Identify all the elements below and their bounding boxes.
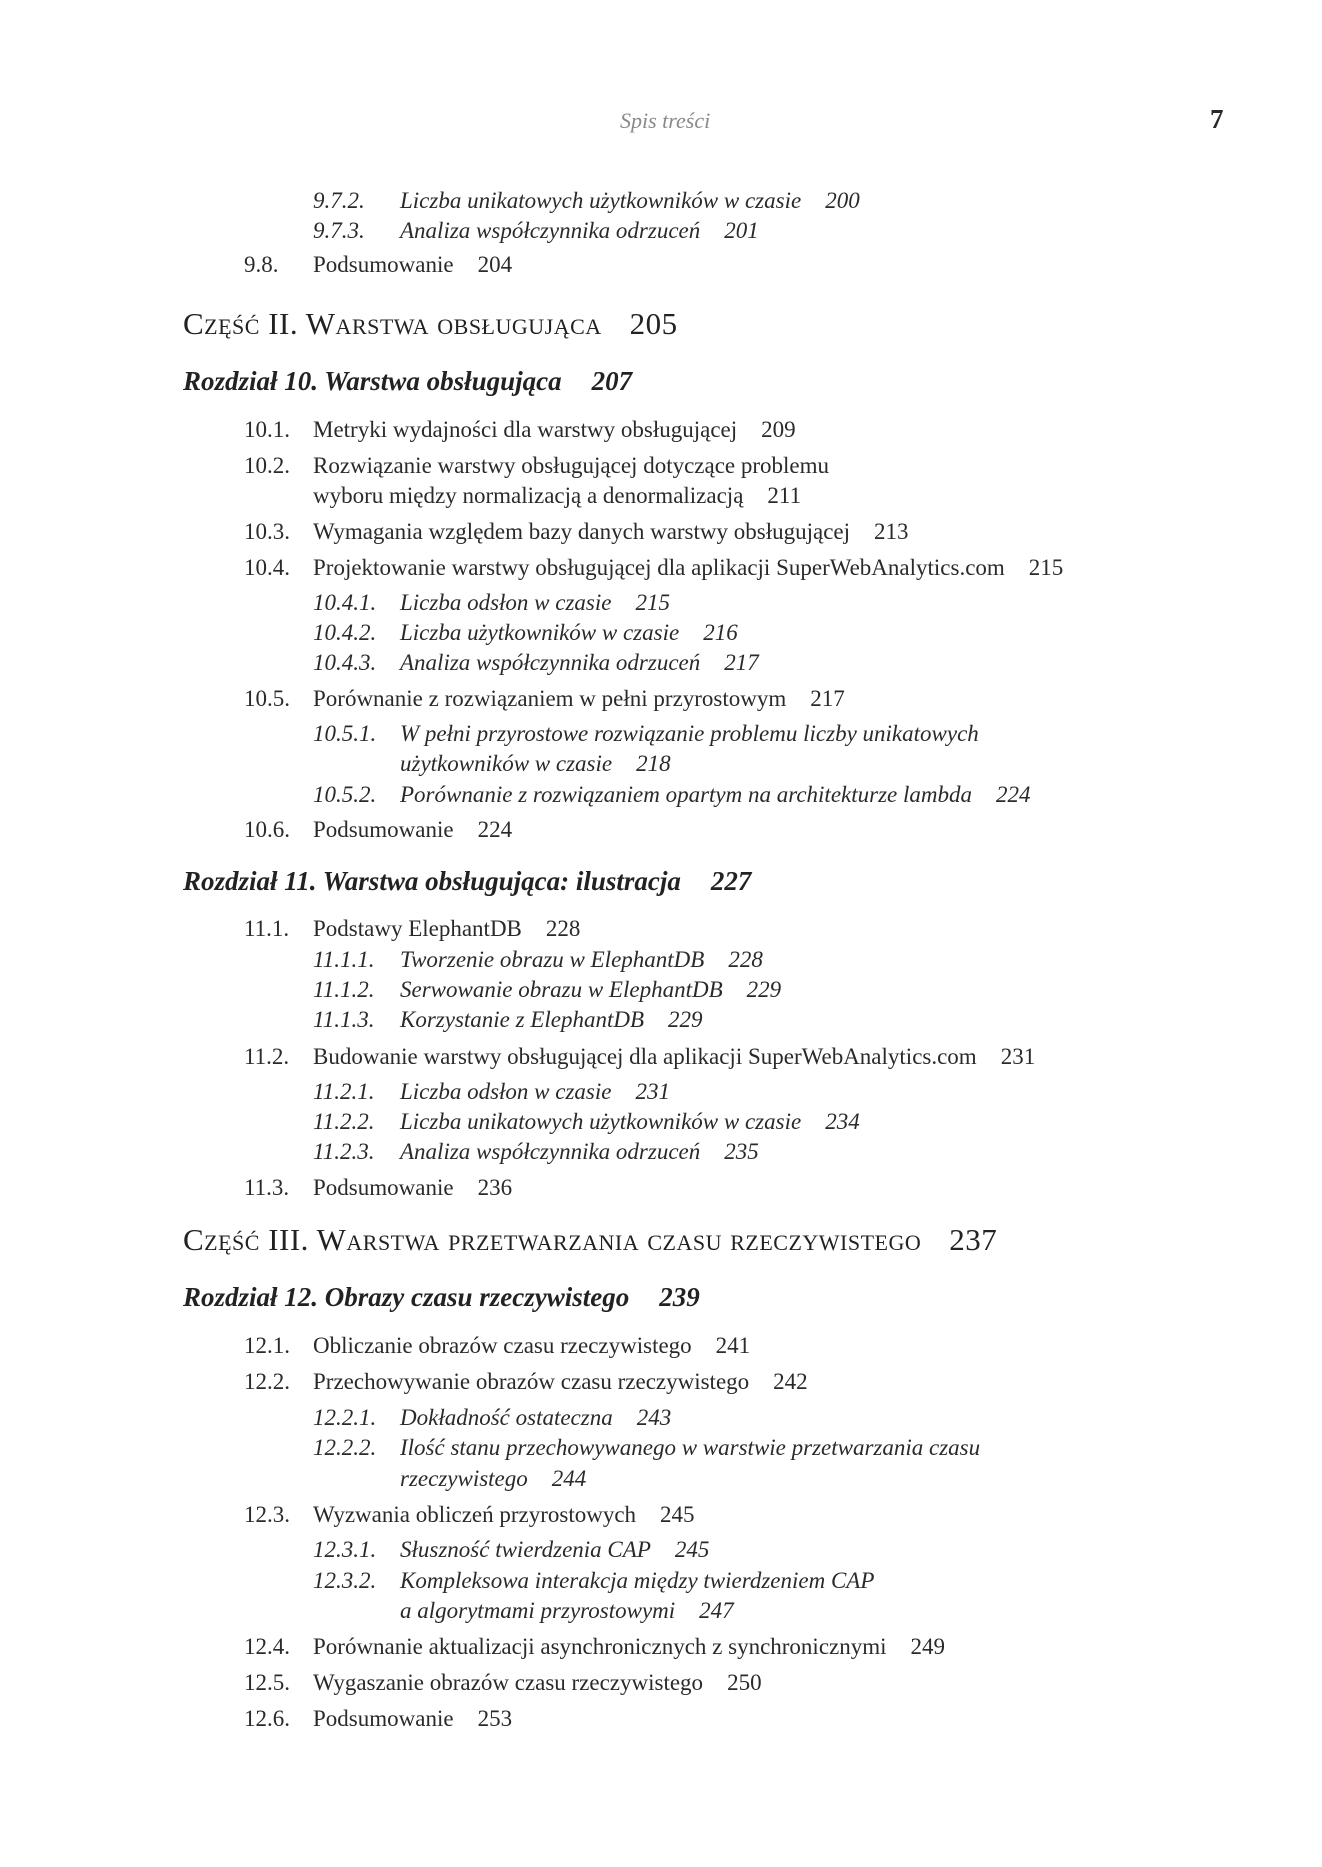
- toc-entry-title: Kompleksowa interakcja między twierdzeniem CAP: [400, 1568, 875, 1593]
- toc-entry-number: 10.1.: [244, 417, 290, 442]
- toc-part-heading: [183, 306, 678, 341]
- toc-entry-continuation: [313, 749, 1282, 779]
- toc-entry-number: 10.5.: [244, 686, 290, 711]
- toc-page-ref: 236: [477, 1175, 513, 1200]
- toc-page-ref: 235: [724, 1139, 759, 1164]
- toc-heading-title: Część III. Warstwa przetwarzania czasu rzeczywistego: [183, 1222, 922, 1257]
- toc-page-ref: 239: [659, 1282, 700, 1312]
- toc-entry-title: Liczba odsłon w czasie: [400, 590, 612, 615]
- toc-entry-number: 12.2.1.: [313, 1405, 377, 1430]
- toc-heading-title: Rozdział 11. Warstwa obsługująca: ilustracja: [183, 866, 681, 896]
- toc-section-entry: [244, 684, 1282, 714]
- toc-page-ref: 245: [660, 1502, 695, 1527]
- toc-entry-title: a algorytmami przyrostowymi: [400, 1598, 676, 1623]
- toc-page-ref: 229: [668, 1007, 703, 1032]
- toc-subsection-entry: [313, 1403, 1282, 1433]
- toc-entry-title: Analiza współczynnika odrzuceń: [400, 218, 701, 243]
- toc-page-ref: 249: [910, 1634, 946, 1659]
- toc-entry-number: 10.3.: [244, 519, 290, 544]
- toc-entry-title: Rozwiązanie warstwy obsługującej dotyczące problemu: [313, 453, 830, 478]
- toc-page-ref: 218: [636, 751, 671, 776]
- toc-heading-title: Rozdział 12. Obrazy czasu rzeczywistego: [183, 1282, 630, 1312]
- toc-entry-title: Obliczanie obrazów czasu rzeczywistego: [313, 1333, 692, 1358]
- toc-page-ref: 253: [477, 1706, 513, 1731]
- toc-section-entry: [244, 1500, 1282, 1530]
- toc-entry-title: Liczba unikatowych użytkowników w czasie: [400, 1109, 802, 1134]
- toc-subsection-entry: [313, 618, 1282, 648]
- toc-page-ref: 231: [635, 1079, 670, 1104]
- toc-page-ref: 244: [551, 1466, 587, 1491]
- toc-entry-number: 11.1.2.: [313, 977, 375, 1002]
- toc-entry-title: Projektowanie warstwy obsługującej dla aplikacji SuperWebAnalytics.com: [313, 555, 1005, 580]
- toc-entry-number: 10.4.3.: [313, 650, 377, 675]
- toc-entry-title: Podsumowanie: [313, 817, 454, 842]
- toc-subsection-entry: [313, 1005, 1282, 1035]
- toc-page-ref: 201: [724, 218, 759, 243]
- toc-entry-continuation: [244, 481, 1282, 511]
- toc-entry-title: Podstawy ElephantDB: [313, 916, 522, 941]
- toc-section-entry: [244, 1632, 1282, 1662]
- toc-entry-title: Wymagania względem bazy danych warstwy obsługującej: [313, 519, 851, 544]
- toc-entry-number: 10.4.: [244, 555, 290, 580]
- toc-entry-title: Analiza współczynnika odrzuceń: [400, 650, 701, 675]
- toc-entry-title: rzeczywistego: [400, 1466, 528, 1491]
- toc-entry-title: Analiza współczynnika odrzuceń: [400, 1139, 701, 1164]
- toc-entry-number: 11.1.3.: [313, 1007, 375, 1032]
- toc-page-ref: 247: [699, 1598, 734, 1623]
- toc-entry-number: 11.2.2.: [313, 1109, 375, 1134]
- toc-subsection-entry: [313, 1077, 1282, 1107]
- toc-section-entry: [244, 1331, 1282, 1361]
- toc-subsection-entry: [313, 1137, 1282, 1167]
- toc-chapter-heading: [183, 366, 632, 396]
- toc-page-ref: 231: [1000, 1044, 1036, 1069]
- toc-page-ref: 224: [477, 817, 513, 842]
- toc-page-ref: 211: [767, 483, 802, 508]
- toc-entry-title: Porównanie z rozwiązaniem opartym na architekturze lambda: [400, 782, 972, 807]
- toc-entry-number: 10.4.1.: [313, 590, 377, 615]
- toc-entry-number: 12.6.: [244, 1706, 290, 1731]
- toc-page-ref: 213: [874, 519, 909, 544]
- toc-section-entry: [244, 1668, 1282, 1698]
- toc-entry-number: 9.7.3.: [313, 218, 365, 243]
- toc-part-heading: [183, 1222, 998, 1257]
- toc-page-ref: 224: [996, 782, 1031, 807]
- toc-page-ref: 242: [773, 1369, 808, 1394]
- toc-entry-number: 12.2.: [244, 1369, 290, 1394]
- toc-entry-number: 10.5.1.: [313, 721, 377, 746]
- toc-entry-title: Przechowywanie obrazów czasu rzeczywistego: [313, 1369, 750, 1394]
- toc-section-entry: [244, 1367, 1282, 1397]
- toc-subsection-entry: [313, 216, 1282, 246]
- toc-section-entry: [244, 914, 1282, 944]
- toc-subsection-entry: [313, 1107, 1282, 1137]
- toc-page-ref: 200: [825, 188, 860, 213]
- toc-entry-title: Liczba odsłon w czasie: [400, 1079, 612, 1104]
- toc-entry-title: Porównanie z rozwiązaniem w pełni przyrostowym: [313, 686, 787, 711]
- toc-page-ref: 245: [674, 1537, 710, 1562]
- toc-section-entry: [244, 1704, 1282, 1734]
- toc-subsection-entry: [313, 975, 1282, 1005]
- toc-page-ref: 215: [1028, 555, 1064, 580]
- toc-entry-title: Podsumowanie: [313, 1175, 454, 1200]
- toc-entry-title: Liczba użytkowników w czasie: [400, 620, 680, 645]
- toc-entry-title: Ilość stanu przechowywanego w warstwie przetwarzania czasu: [400, 1435, 981, 1460]
- toc-entry-number: 12.3.1.: [313, 1537, 377, 1562]
- toc-entry-number: 12.1.: [244, 1333, 290, 1358]
- toc-subsection-entry: [313, 186, 1282, 216]
- toc-section-entry: [244, 815, 1282, 845]
- toc-entry-number: 11.2.3.: [313, 1139, 375, 1164]
- running-head: [0, 104, 1322, 138]
- toc-entry-title: Słuszność twierdzenia CAP: [400, 1537, 651, 1562]
- toc-entry-number: 11.1.1.: [313, 947, 375, 972]
- toc-entry-continuation: [313, 1596, 1282, 1626]
- toc-entry-title: Podsumowanie: [313, 252, 454, 277]
- toc-page-ref: 215: [635, 590, 670, 615]
- toc-entry-title: Porównanie aktualizacji asynchronicznych z synchronicznymi: [313, 1634, 887, 1659]
- toc-subsection-entry: [313, 945, 1282, 975]
- toc-heading-title: Rozdział 10. Warstwa obsługująca: [183, 366, 562, 396]
- toc-entry-title: Wyzwania obliczeń przyrostowych: [313, 1502, 637, 1527]
- toc-entry-number: 12.4.: [244, 1634, 290, 1659]
- toc-entry-number: 12.5.: [244, 1670, 290, 1695]
- toc-entry-number: 11.2.1.: [313, 1079, 375, 1104]
- toc-entry-number: 12.2.2.: [313, 1435, 377, 1460]
- toc-entry-number: 10.2.: [244, 453, 290, 478]
- toc-page-ref: 234: [825, 1109, 860, 1134]
- toc-page-ref: 205: [629, 306, 678, 341]
- toc-page-ref: 209: [761, 417, 796, 442]
- toc-chapter-heading: [183, 1282, 700, 1312]
- toc-entry-number: 12.3.2.: [313, 1568, 377, 1593]
- toc-section-entry: [244, 451, 1282, 481]
- toc-subsection-entry: [313, 648, 1282, 678]
- toc-page-ref: 228: [545, 916, 581, 941]
- toc-page-ref: 204: [477, 252, 513, 277]
- toc-entry-number: 10.6.: [244, 817, 290, 842]
- toc-page-ref: 216: [703, 620, 738, 645]
- toc-entry-title: Korzystanie z ElephantDB: [400, 1007, 645, 1032]
- toc-entry-number: 12.3.: [244, 1502, 290, 1527]
- toc-entry-title: Podsumowanie: [313, 1706, 454, 1731]
- toc-section-entry: [244, 1042, 1282, 1072]
- toc-entry-number: 11.3.: [244, 1175, 290, 1200]
- toc-section-entry: [244, 517, 1282, 547]
- toc-page-ref: 229: [746, 977, 782, 1002]
- page-number: 7: [1210, 104, 1224, 134]
- toc-entry-number: 9.7.2.: [313, 188, 365, 213]
- toc-section-entry: [244, 415, 1282, 445]
- toc-entry-title: Serwowanie obrazu w ElephantDB: [400, 977, 723, 1002]
- toc-entry-number: 10.5.2.: [313, 782, 377, 807]
- toc-page-ref: 217: [810, 686, 845, 711]
- toc-subsection-entry: [313, 719, 1282, 749]
- toc-section-entry: [244, 1173, 1282, 1203]
- toc-page-ref: 250: [727, 1670, 762, 1695]
- toc-entry-number: 11.1.: [244, 916, 290, 941]
- toc-page-ref: 207: [591, 366, 633, 396]
- toc-subsection-entry: [313, 1535, 1282, 1565]
- toc-entry-number: 9.8.: [244, 252, 279, 277]
- toc-entry-title: użytkowników w czasie: [400, 751, 613, 776]
- toc-entry-title: Wygaszanie obrazów czasu rzeczywistego: [313, 1670, 704, 1695]
- toc-entry-title: Tworzenie obrazu w ElephantDB: [400, 947, 705, 972]
- toc-subsection-entry: [313, 780, 1282, 810]
- toc-entry-title: wyboru między normalizacją a denormalizacją: [313, 483, 744, 508]
- toc-subsection-entry: [313, 588, 1282, 618]
- toc-section-entry: [244, 250, 1282, 280]
- toc-page-ref: 243: [636, 1405, 672, 1430]
- running-title: Spis treści: [620, 108, 711, 133]
- toc-section-entry: [244, 553, 1282, 583]
- toc-entry-number: 11.2.: [244, 1044, 290, 1069]
- toc-page-ref: 237: [949, 1222, 998, 1257]
- toc-entry-title: Liczba unikatowych użytkowników w czasie: [400, 188, 802, 213]
- toc-page-ref: 228: [728, 947, 763, 972]
- toc-subsection-entry: [313, 1433, 1282, 1463]
- toc-entry-title: W pełni przyrostowe rozwiązanie problemu liczby unikatowych: [400, 721, 979, 746]
- toc-entry-continuation: [313, 1464, 1282, 1494]
- toc-page-ref: 217: [724, 650, 759, 675]
- toc-heading-title: Część II. Warstwa obsługująca: [183, 306, 602, 341]
- toc-entry-title: Metryki wydajności dla warstwy obsługującej: [313, 417, 738, 442]
- toc-subsection-entry: [313, 1566, 1282, 1596]
- toc-page-ref: 227: [710, 866, 752, 896]
- toc-entry-title: Dokładność ostateczna: [400, 1405, 613, 1430]
- toc-entry-number: 10.4.2.: [313, 620, 377, 645]
- toc-chapter-heading: [183, 866, 751, 896]
- toc-page-ref: 241: [715, 1333, 751, 1358]
- toc-entry-title: Budowanie warstwy obsługującej dla aplikacji SuperWebAnalytics.com: [313, 1044, 977, 1069]
